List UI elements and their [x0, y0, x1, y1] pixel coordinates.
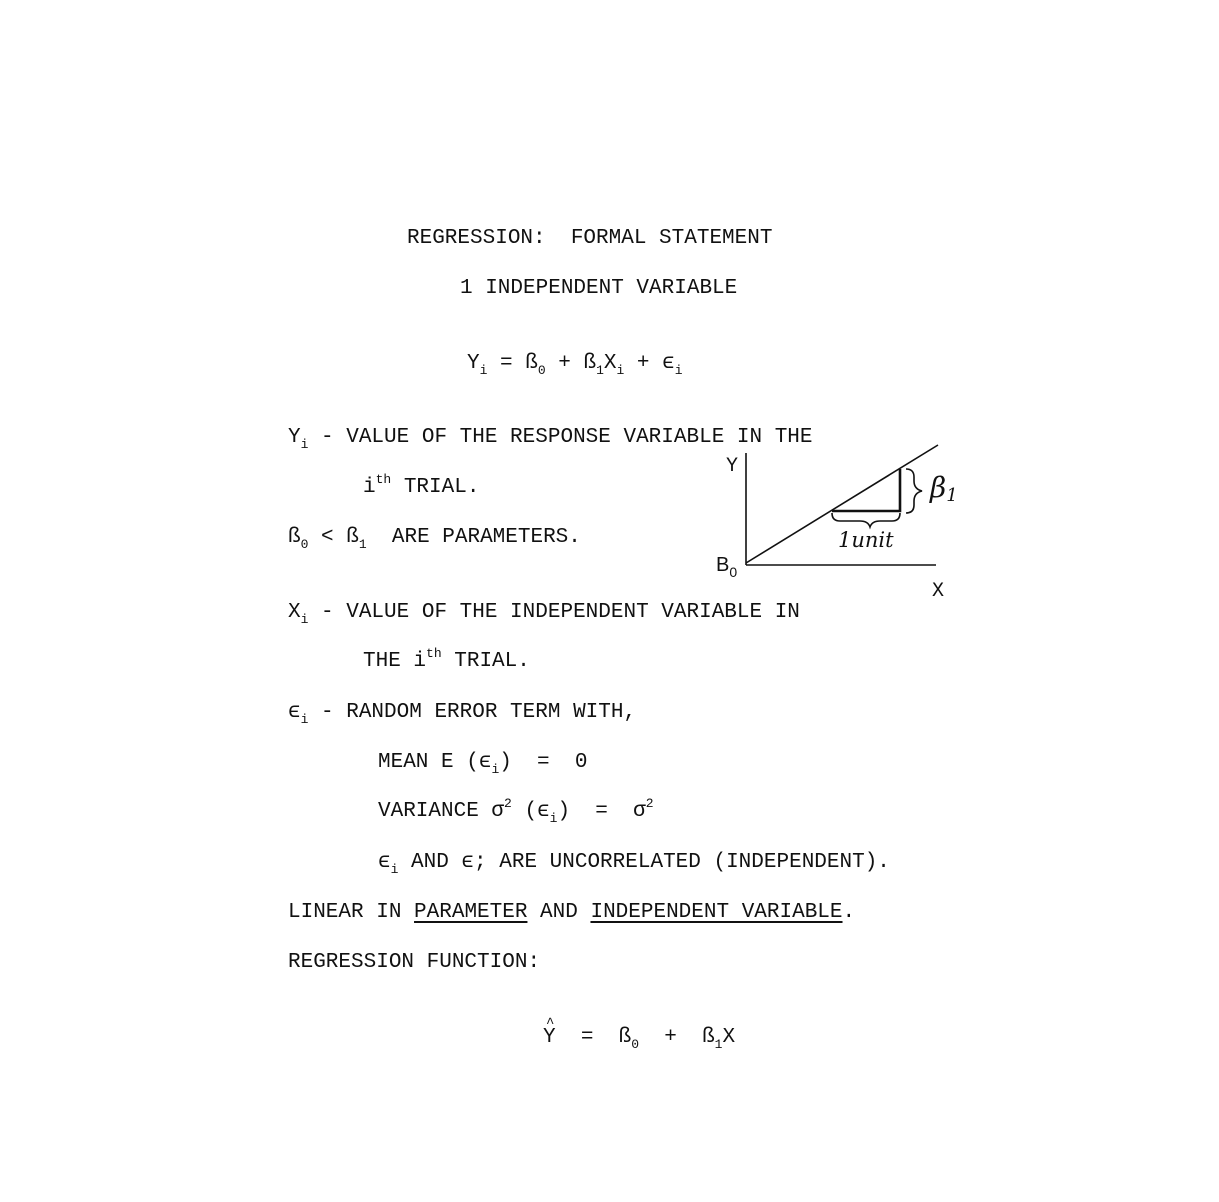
- model-equation: $Y_i$ = $ß_0$ + $ß_1X_i + \epsilon_i$: [467, 352, 683, 378]
- definition-y: $Y_i$ - VALUE OF THE RESPONSE VARIABLE IN THE: [288, 426, 813, 452]
- parameters-line: $ß_0$ < $ß_1$ ARE PARAMETERS.: [288, 526, 581, 552]
- regression-function-equation: ^ $Y = ß_0$ + $ß_1X$: [543, 1026, 735, 1050]
- diagram-x-label: X: [932, 580, 945, 603]
- underlined-parameter: PARAMETER: [414, 901, 528, 924]
- definition-error: $\epsilon_i$ - RANDOM ERROR TERM WITH,: [288, 701, 637, 727]
- page-subtitle: 1 INDEPENDENT VARIABLE: [460, 277, 738, 300]
- beta-label: β1: [930, 471, 958, 506]
- linear-statement: LINEAR IN PARAMETER AND INDEPENDENT VARIABLE.: [288, 901, 856, 924]
- definition-x-cont: THE $i^{th}$ TRIAL.: [363, 646, 530, 673]
- error-variance: VARIANCE $\sigma^2$ $(\epsilon_i) = \sigma^2$: [378, 796, 654, 826]
- definition-x: $X_i$ - VALUE OF THE INDEPENDENT VARIABLE IN: [288, 601, 800, 627]
- error-mean: MEAN E $(\epsilon_i) = 0$: [378, 751, 588, 777]
- regression-function-label: REGRESSION FUNCTION:: [288, 951, 541, 974]
- unit-brace: [832, 513, 900, 527]
- underlined-independent-variable: INDEPENDENT VARIABLE: [590, 901, 843, 924]
- y-hat: ^ Y: [543, 1026, 556, 1050]
- page-title: REGRESSION: FORMAL STATEMENT: [407, 227, 773, 250]
- unit-label: 1unit: [838, 528, 894, 552]
- regression-line-diagram: [700, 435, 970, 605]
- definition-y-cont: $i^{th}$ TRIAL.: [363, 472, 480, 499]
- beta-brace: [906, 469, 922, 513]
- error-uncorrelated: $\epsilon_i$ AND ϵ; ARE UNCORRELATED (INDEPENDENT).: [378, 851, 890, 877]
- diagram-b-label: $B_0$: [716, 554, 738, 580]
- diagram-y-label: Y: [726, 455, 739, 478]
